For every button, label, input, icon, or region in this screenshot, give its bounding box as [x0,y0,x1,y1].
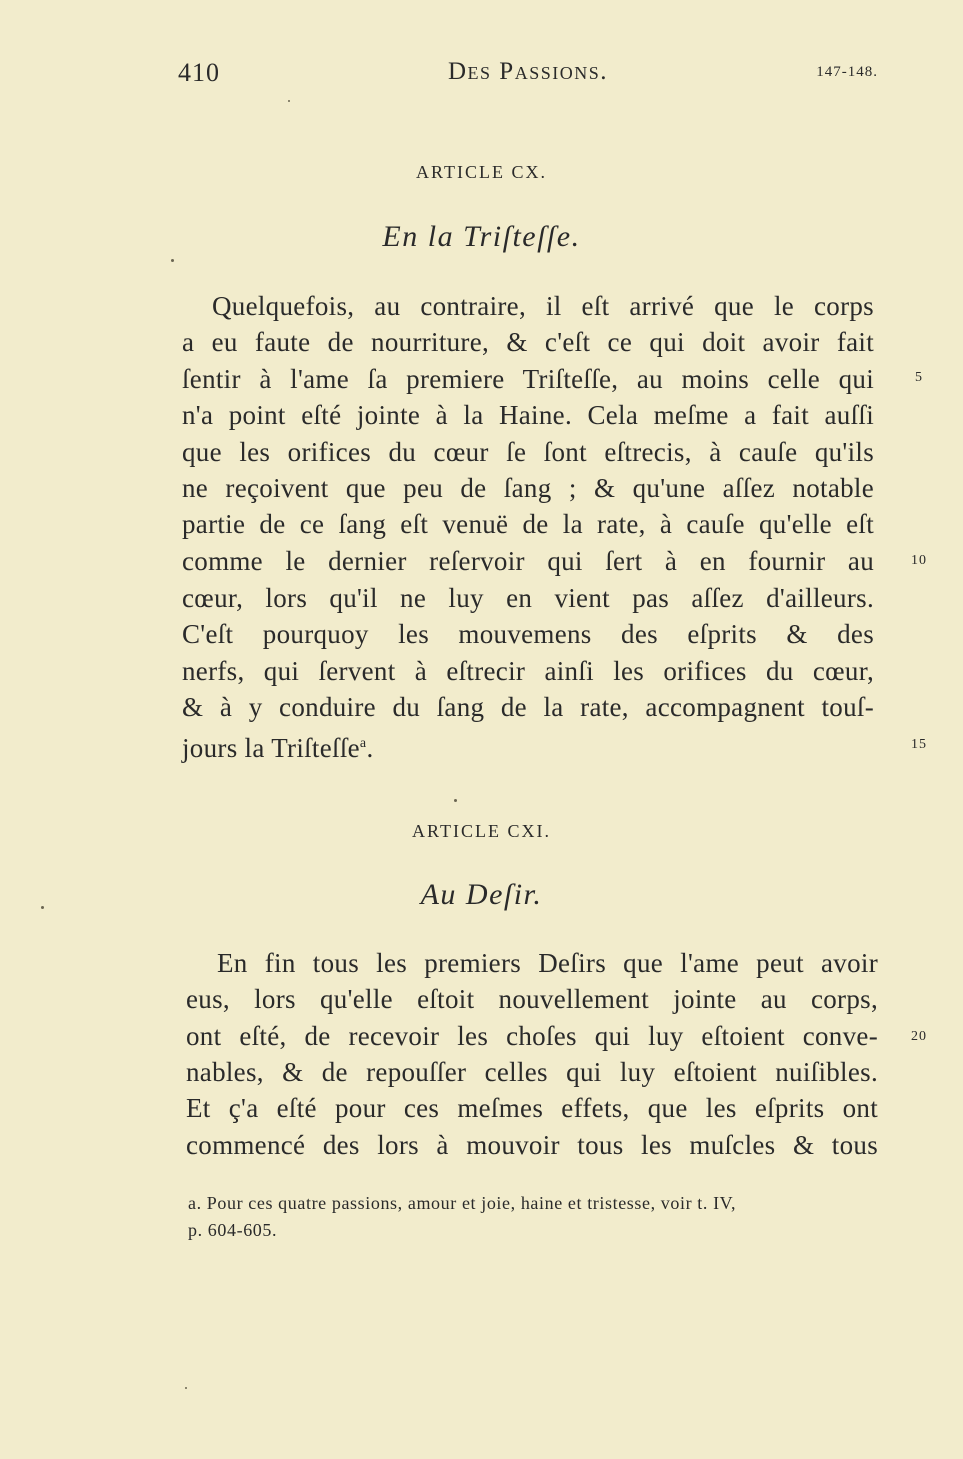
line-number-20: 20 [911,1029,927,1044]
page-range: 147-148. [816,64,878,80]
text-line: nerfs, qui ſervent à eſtrecir ainſi les orifices du cœur, [182,656,874,686]
text-line: Et ç'a eſté pour ces meſmes effets, que les eſprits ont [186,1093,878,1123]
text-line: commencé des lors à mouvoir tous les muſcles & tous [186,1130,878,1160]
text-line: & à y conduire du ſang de la rate, accompagnent touſ- [182,692,874,722]
line-end-punctuation: . [366,733,374,763]
article-111-subtitle: Au Deſir. [420,878,543,911]
text-line: comme le dernier reſervoir qui ſert à en fournir au [182,546,874,576]
text-line: nables, & de repouſſer celles qui luy eſtoient nuiſibles. [186,1057,878,1087]
footnote-line: p. 604-605. [188,1220,278,1240]
text-line: a eu faute de nourriture, & c'eſt ce qui doit avoir fait [182,327,874,357]
article-110-subtitle: En la Triſteſſe. [382,220,581,253]
text-line: cœur, lors qu'il ne luy en vient pas aſſez d'ailleurs. [182,583,874,613]
text-line: C'eſt pourquoy les mouvemens des eſprits & des [182,619,874,649]
text-line: n'a point eſté jointe à la Haine. Cela meſme a fait auſſi [182,400,874,430]
paper-speck [171,259,174,262]
text-line: ont eſté, de recevoir les choſes qui luy eſtoient conve- [186,1021,878,1051]
text-line: partie de ce ſang eſt venuë de la rate, à cauſe qu'elle eſt [182,509,874,539]
text-line: que les orifices du cœur ſe ſont eſtrecis, à cauſe qu'ils [182,437,874,467]
text-line: eus, lors qu'elle eſtoit nouvellement jointe au corps, [186,984,878,1014]
paper-speck [41,906,44,909]
text-line: Quelquefois, au contraire, il eſt arrivé que le corps [212,291,874,321]
text-line: ne reçoivent que peu de ſang ; & qu'une aſſez notable [182,473,874,503]
footnote [188,1190,888,1244]
page-number: 410 [178,58,220,87]
running-head [178,58,878,98]
paper-speck [454,799,457,802]
article-111-heading: ARTICLE CXI. [412,821,551,841]
text-line [182,726,874,762]
line-number-15: 15 [911,737,927,752]
running-title: Des Passions. [448,58,608,85]
line-number-5: 5 [915,370,923,385]
text-line: En fin tous les premiers Deſirs que l'ame peut avoir [217,948,878,978]
text-line: ſentir à l'ame ſa premiere Triſteſſe, au moins celle qui [182,364,874,394]
footnote-line: a. Pour ces quatre passions, amour et joie, haine et tristesse, voir t. IV, [188,1193,737,1213]
paper-speck [185,1387,187,1389]
footnote-marker[interactable]: a [359,736,367,751]
article-110-heading: ARTICLE CX. [416,162,547,182]
paper-speck [288,100,290,102]
line-number-10: 10 [911,553,927,568]
text-line-content: jours la Triſteſſe [182,733,360,763]
